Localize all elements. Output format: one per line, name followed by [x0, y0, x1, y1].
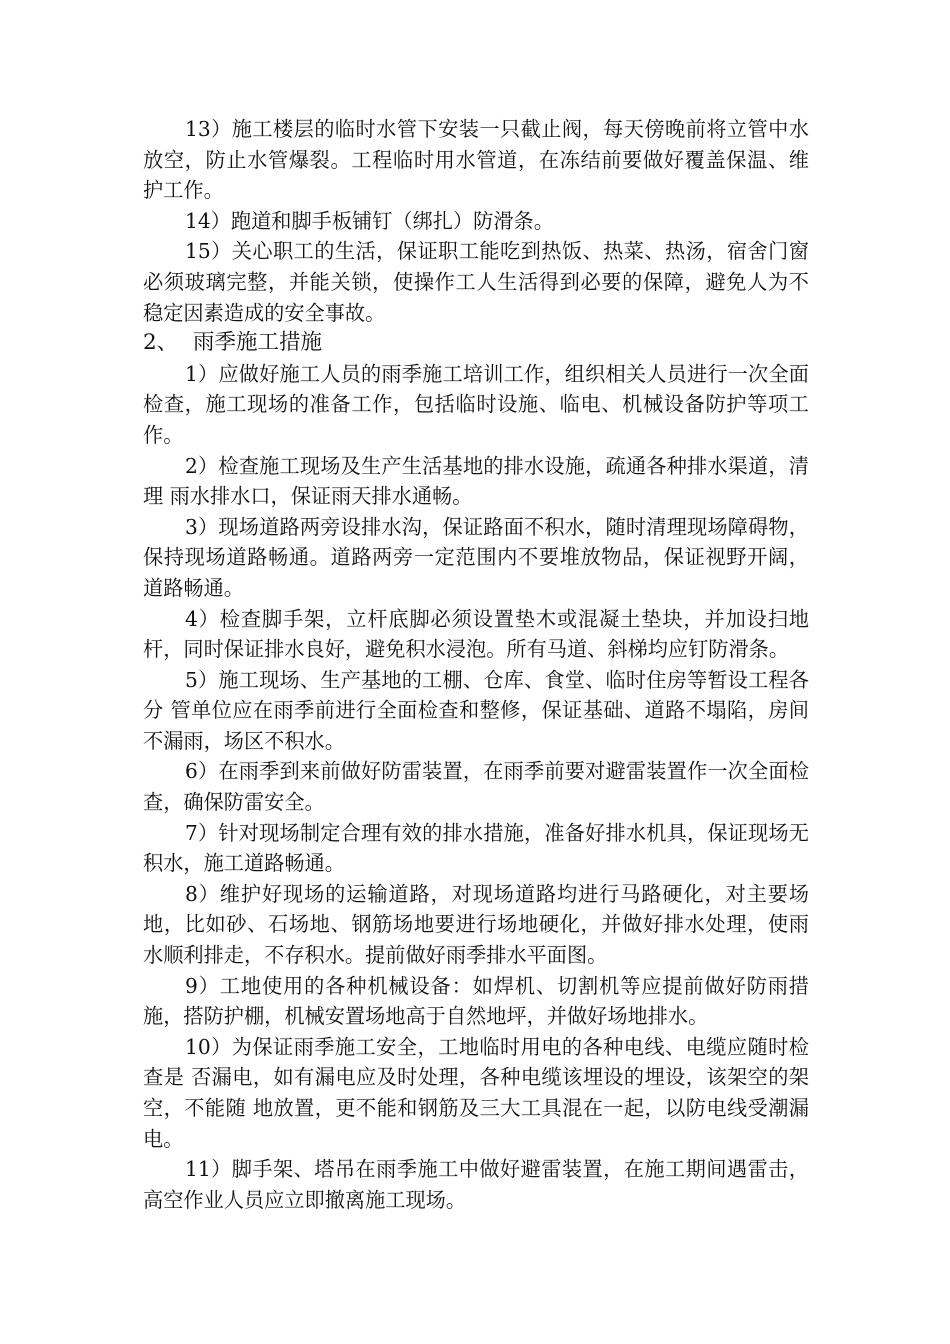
paragraph-item-14: 14）跑道和脚手板铺钉（绑扎）防滑条。: [185, 208, 554, 233]
paragraph-item-6: 6）在雨季到来前做好防雷装置，在雨季前要对避雷装置作一次全面检查，确保防雷安全。: [143, 759, 809, 815]
paragraph-item-11: 11）脚手架、塔吊在雨季施工中做好避雷装置，在施工期间遇雷击，高空作业人员应立即撤离施工现场。: [143, 1157, 809, 1212]
document-body: [143, 114, 809, 1215]
paragraph-item-8: 8）维护好现场的运输道路，对现场道路均进行马路硬化，对主要场地，比如砂、石场地、钢筋场地要进行场地硬化，并做好排水处理，使雨水顺利排走，不存积水。提前做好雨季排水平面图。: [143, 881, 809, 968]
section-number: 2、: [143, 330, 179, 356]
paragraph-item-9: 9）工地使用的各种机械设备：如焊机、切割机等应提前做好防雨措施，搭防护棚，机械安置场地高于自然地坪，并做好场地排水。: [143, 973, 809, 1029]
paragraph-item-4: 4）检查脚手架，立杆底脚必须设置垫木或混凝土垫块，并加设扫地杆，同时保证排水良好，避免积水浸泡。所有马道、斜梯均应钉防滑条。: [143, 606, 809, 662]
paragraph-item-2: 2）检查施工现场及生产生活基地的排水设施，疏通各种排水渠道，清理 雨水排水口，保证雨天排水通畅。: [143, 453, 809, 509]
section-heading: [143, 328, 809, 359]
paragraph-item-1: 1）应做好施工人员的雨季施工培训工作，组织相关人员进行一次全面检查，施工现场的准备工作，包括临时设施、临电、机械设备防护等项工作。: [143, 361, 809, 447]
paragraph-item-5: 5）施工现场、生产基地的工棚、仓库、食堂、临时住房等暂设工程各分 管单位应在雨季前进行全面检查和整修，保证基础、道路不塌陷，房间不漏雨，场区不积水。: [143, 667, 809, 753]
paragraph-item-7: 7）针对现场制定合理有效的排水措施，准备好排水机具，保证现场无积水，施工道路畅通。: [143, 820, 809, 876]
paragraph-item-15: 15）关心职工的生活，保证职工能吃到热饭、热菜、热汤，宿舍门窗必须玻璃完整，并能关锁，使操作工人生活得到必要的保障，避免人为不稳定因素造成的安全事故。: [143, 239, 809, 325]
paragraph-item-3: 3）现场道路两旁设排水沟，保证路面不积水，随时清理现场障碍物，保持现场道路畅通。道路两旁一定范围内不要堆放物品，保证视野开阔，道路畅通。: [143, 514, 809, 600]
paragraph-item-10: 10）为保证雨季施工安全，工地临时用电的各种电线、电缆应随时检查是 否漏电，如有漏电应及时处理，各种电缆该埋设的埋设，该架空的架空，不能随 地放置，更不能和钢筋及三大工具混在一起，以防电线受潮漏电。: [143, 1034, 809, 1151]
paragraph-item-13: 13）施工楼层的临时水管下安装一只截止阀，每天傍晚前将立管中水放空，防止水管爆裂。工程临时用水管道，在冻结前要做好覆盖保温、维护工作。: [143, 117, 809, 203]
section-title: 雨季施工措施: [193, 330, 323, 356]
